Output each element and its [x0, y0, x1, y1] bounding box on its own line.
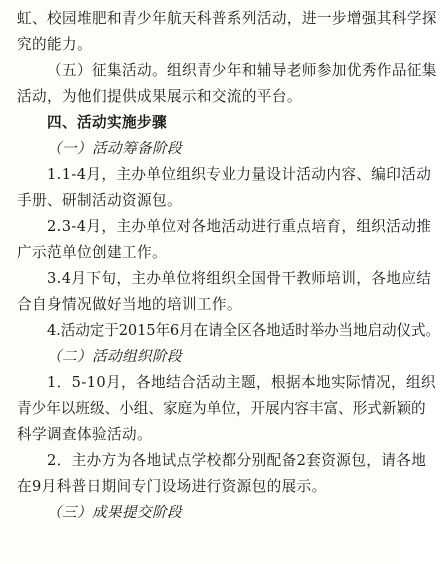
subsection-heading-3: （三）成果提交阶段: [47, 504, 182, 521]
body-line-7: 1.1-4月，主办单位组织专业力量设计活动内容、编印活动: [47, 166, 432, 183]
subsection-heading-1: （一）活动筹备阶段: [47, 140, 182, 157]
body-line-9: 2.3-4月，主办单位对各地活动进行重点培育，组织活动推: [47, 218, 432, 235]
body-line-4: 活动，为他们提供成果展示和交流的平台。: [17, 88, 302, 105]
section-heading: 四、活动实施步骤: [47, 114, 167, 131]
body-line-18: 2．主办方为各地试点学校都分别配备2套资源包，请各地: [47, 452, 427, 469]
body-line-10: 广示范单位创建工作。: [17, 244, 167, 261]
body-line-3: （五）征集活动。组织青少年和辅导老师参加优秀作品征集: [47, 62, 437, 79]
body-line-19: 在9月科普日期间专门设场进行资源包的展示。: [17, 478, 327, 495]
body-line-12: 合自身情况做好当地的培训工作。: [17, 296, 242, 313]
body-line-1: 虹、校园堆肥和青少年航天科普系列活动，进一步增强其科学探: [17, 10, 437, 27]
body-line-16: 青少年以班级、小组、家庭为单位，开展内容丰富、形式新颖的: [17, 400, 426, 417]
body-line-15: 1．5-10月，各地结合活动主题，根据本地实际情况，组织: [47, 374, 436, 391]
body-line-8: 手册、研制活动资源包。: [17, 192, 182, 209]
body-line-17: 科学调查体验活动。: [17, 426, 152, 443]
body-line-13: 4.活动定于2015年6月在请全区各地适时举办当地启动仪式。: [47, 322, 441, 339]
subsection-heading-2: （二）活动组织阶段: [47, 348, 182, 365]
body-line-2: 究的能力。: [17, 36, 92, 53]
body-line-11: 3.4月下旬，主办单位将组织全国骨干教师培训，各地应结: [47, 270, 432, 287]
